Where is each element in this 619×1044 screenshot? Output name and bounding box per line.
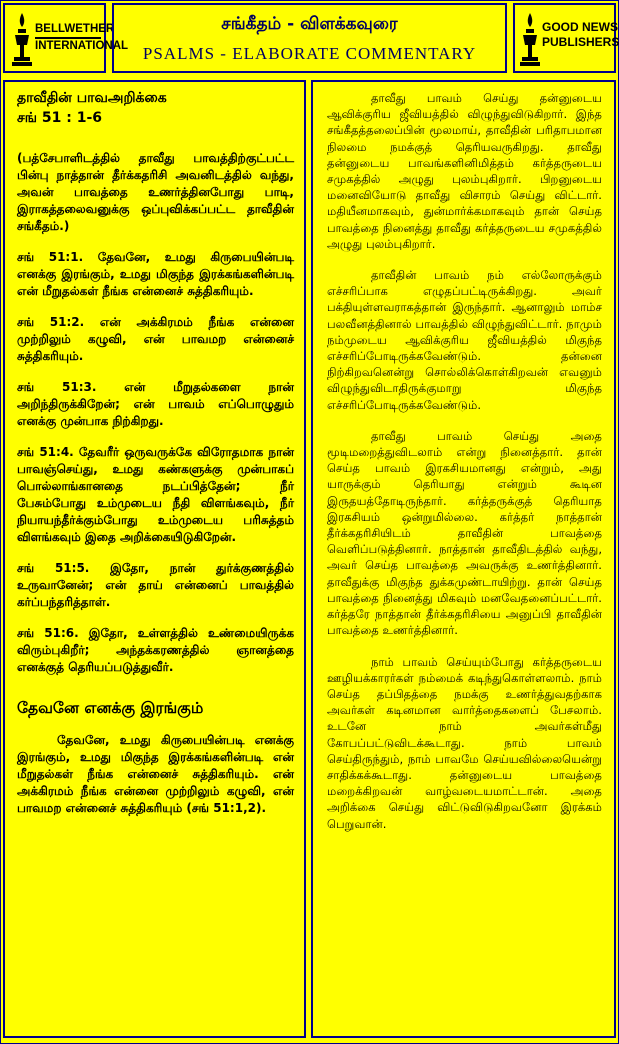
- logo-right-text: [542, 20, 619, 50]
- verse: சங் 51:5. இதோ, நான் துர்க்குணத்தில் உருவானேன்; என் தாய் என்னைப் பாவத்தில் கர்ப்பந்தரித்தாள்.: [17, 561, 294, 609]
- logo-left-line2: INTERNATIONAL: [35, 40, 129, 52]
- verse: சங் 51:1. தேவனே, உமது கிருபையின்படி எனக்கு இரங்கும், உமது மிகுந்த இரக்கங்களின்படி என் மீறுதல்கள் நீங்க என்னைச் சுத்திகரியும்.: [17, 250, 294, 298]
- verse: சங் 51:6. இதோ, உள்ளத்தில் உண்மையிருக்க விரும்புகிறீர்; அந்தக்கரணத்தில் ஞானத்தை எனக்குத் தெரியப்படுத்துவீர்.: [17, 626, 294, 674]
- closing-paragraph: தேவனே, உமது கிருபையின்படி எனக்கு இரங்கும், உமது மிகுந்த இரக்கங்களின்படி என் மீறுதல்கள் நீங்க என்னைச் சுத்திகரியும். என் அக்கிரமம் நீங்க என்னை முற்றிலும் கழுவி, என் பாவமற என்னைச் சுத்திகரியும் (சங் 51:1,2).: [17, 733, 294, 815]
- header: [0, 0, 619, 78]
- commentary-paragraph: தாவீது பாவம் செய்து தன்னுடைய ஆவிக்குரிய ஜீவியத்தில் விழுந்துவிடுகிறார். இந்த சங்கீதத்தலைப்பின் மூலமாய், தாவீதின் பரிதாபமான நிலமை நமக்குத் தெரியவருகிறது. தாவீது தன்னுடைய பாவங்களினிமித்தம் கர்த்தருடைய சமுகத்தில் அழுது புலம்புகிறார். பிறனுடைய மனைவியோடு தாவீது விசாரம் செய்து விட்டார். மதியீனமாகவும், துன்மார்க்கமாகவும் தான் செய்த பாவத்தை நினைத்து தாவீது கர்த்தருடைய சமுகத்தில் அழுது புலம்புகிறார்.: [327, 91, 602, 251]
- verse: சங் 51:3. என் மீறுதல்களை நான் அறிந்திருக்கிறேன்; என் பாவம் எப்பொழுதும் எனக்கு முன்பாக நிற்கிறது.: [17, 380, 294, 428]
- subheading: தேவனே எனக்கு இரங்கும்: [17, 699, 204, 717]
- lamp-icon: [520, 11, 540, 67]
- section-reference: சங் 51 : 1-6: [17, 110, 103, 126]
- page-title-tamil: சங்கீதம் - விளக்கவுரை: [221, 14, 398, 34]
- commentary-paragraph: தாவீதின் பாவம் நம் எல்லோருக்கும் எச்சரிப்பாக எழுதப்பட்டிருக்கிறது. அவர் பக்தியுள்ளவராகத்தான் இருந்தார். ஆனாலும் மாம்ச பலவீனத்தினால் பாவத்தில் விழுந்துவிட்டார். நாமும் நம்முடைய ஆவிக்குரிய ஜீவியத்தில் மிகுந்த எச்சரிப்போடிருக்கவேண்டும். தன்னை நிற்கிறவனென்று சொல்லிக்கொள்கிறவன் எவனும் விழுந்துவிடாதிருக்குமாறு மிகுந்த எச்சரிப்போடிருக்கவேண்டும்.: [327, 268, 602, 412]
- commentary-paragraph: தாவீது பாவம் செய்து அதை மூடிமறைத்துவிடலாம் என்று நினைத்தார். தான் செய்த பாவம் இரகசியமானது என்றும், அது யாருக்கும் தெரியாது என்றும் கூடின இருதயத்தோடிருந்தார். கர்த்தருக்குத் தெரியாத இரகசியம் ஒன்றுமில்லை. கர்த்தர் நாத்தான் தீர்க்கதரிசியிடம் தாவீதின் பாவத்தை வெளிப்படுத்தினார். நாத்தான் தாவீதிடத்தில் வந்து, அவர் செய்த பாவத்தை அவருக்கு உணர்த்தினார். தாவீதுக்கு மிகுந்த துக்கமுண்டாயிற்று. தான் செய்த பாவத்தை நினைத்து மிகவும் மனவேதனைப்பட்டார். கர்த்தரே நாத்தான் தீர்க்கதரிசியை அனுப்பி தாவீதின் பாவத்தை உணர்த்தினார்.: [327, 428, 602, 638]
- left-column: [3, 80, 306, 1038]
- commentary-paragraph: நாம் பாவம் செய்யும்போது கர்த்தருடைய ஊழியக்காரர்கள் நம்மைக் கடிந்துகொள்ளலாம். நாம் செய்த தப்பிதத்தை நமக்கு உணர்த்துவதற்காக அவர்கள் கடினமான வார்த்தைகளைப் பேசலாம். உடனே நாம் அவர்கள்மீது கோபப்பட்டுவிடக்கூடாது. நாம் பாவம் செய்திருந்தும், நாம் பாவமே செய்யவில்லையென்று சாதிக்கக்கூடாது. தன்னுடைய பாவத்தை மறைக்கிறவன் வாழ்வடையமாட்டான். அதை அறிக்கை செய்து விட்டுவிடுகிறவனோ இரக்கம் பெறுவான்.: [327, 654, 602, 831]
- page-title-english: PSALMS - ELABORATE COMMENTARY: [142, 44, 477, 63]
- logo-right-line2: PUBLISHERS: [542, 35, 619, 49]
- title-box: [112, 3, 507, 73]
- good-news-logo: [513, 3, 619, 73]
- verse: சங் 51:2. என் அக்கிரமம் நீங்க என்னை முற்றிலும் கழுவி, என் பாவமற என்னைச் சுத்திகரியும்.: [17, 315, 294, 363]
- logo-left-line1: BELLWETHER: [35, 23, 115, 35]
- right-column: [311, 80, 616, 1038]
- verse-intro: (பத்சேபாளிடத்தில் தாவீது பாவத்திற்குட்பட்ட பின்பு நாத்தான் தீர்க்கதரிசி அவனிடத்தில் வந்து, அவன் பாவத்தை உணர்த்தினபோது பாடி, இராகத்தலைவனுக்கு ஒப்புவிக்கப்பட்ட தாவீதின் சங்கீதம்.): [17, 151, 294, 233]
- bellwether-logo: [3, 3, 129, 73]
- section-heading: தாவீதின் பாவஅறிக்கை: [17, 90, 167, 106]
- lamp-icon: [11, 11, 33, 67]
- verse: சங் 51:4. தேவரீர் ஒருவருக்கே விரோதமாக நான் பாவஞ்செய்து, உமது கண்களுக்கு முன்பாகப் பொல்லாங்கானதை நடப்பித்தேன்; நீர் பேசும்போது உம்முடைய நீதி விளங்கவும், நீர் நியாயந்தீர்க்கும்போது உம்முடைய பரிசுத்தம் விளங்கவும் இதை அறிக்கையிடுகிறேன்.: [17, 445, 294, 544]
- logo-right-line1: GOOD NEWS: [542, 20, 619, 34]
